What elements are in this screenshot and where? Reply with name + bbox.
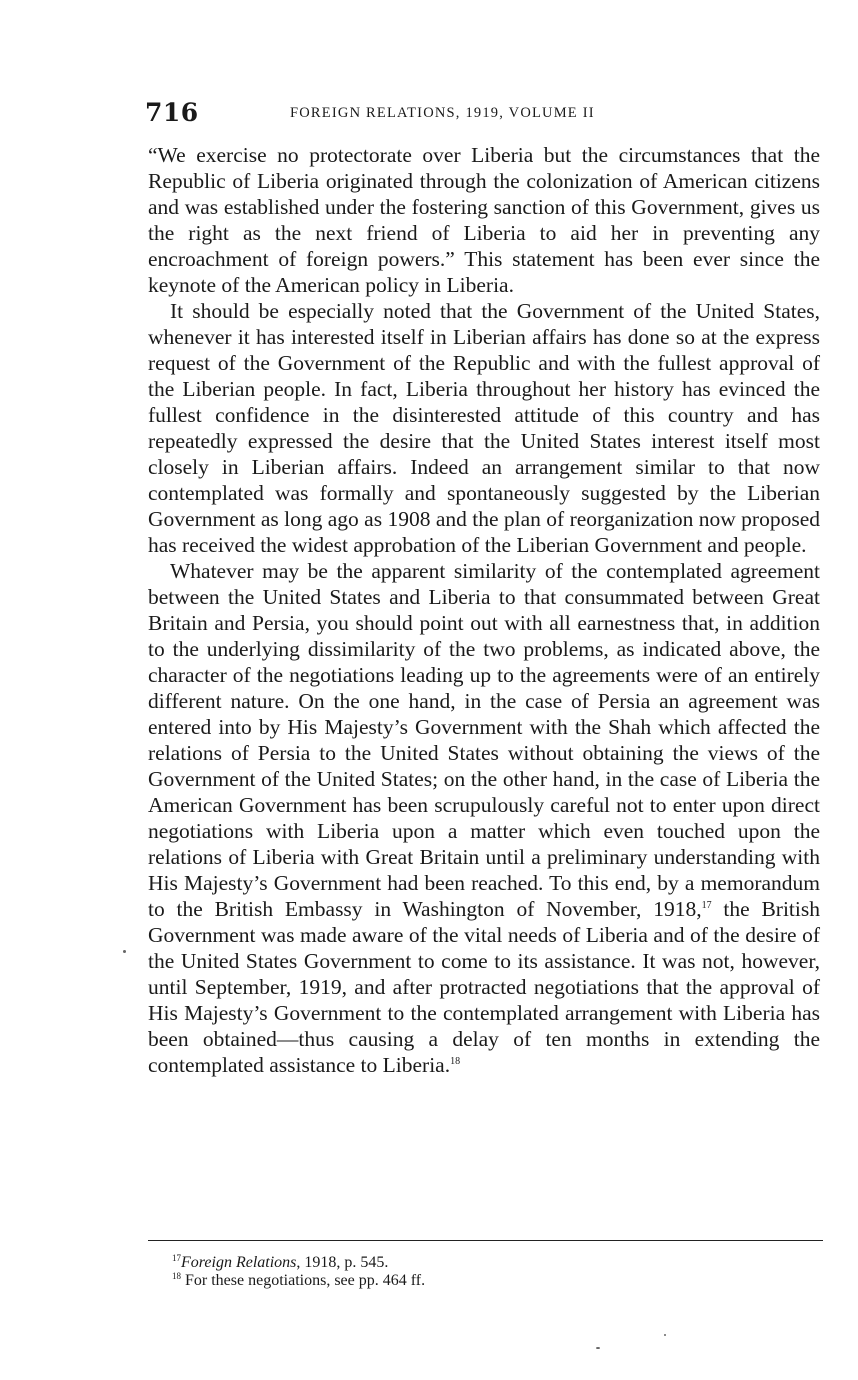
paragraph-persia-comparison: [148, 558, 820, 1078]
footnotes: [172, 1254, 812, 1290]
footnote-number: 17: [172, 1253, 181, 1263]
footnote-ref-17[interactable]: 17: [701, 900, 712, 911]
running-head: FOREIGN RELATIONS, 1919, VOLUME II: [290, 105, 595, 121]
paragraph-text-part-1: Whatever may be the apparent similarity of the contemplated agreement between the United States and Liberia to that consummated between Great Britain and Persia, you should point out with all earnestness that, in addition to the underlying dissimilarity of the two problems, as indicated above, the character of the negotiations leading up to the agreements were of an entirely different nature. On the one hand, in the case of Persia an agreement was entered into by His Majesty’s Government with the Shah which affected the relations of Persia to the United States without obtaining the views of the Government of the United States; on the other hand, in the case of Liberia the American Government has been scrupulously careful not to enter upon direct negotiations with Liberia upon a matter which even touched upon the relations of Liberia with Great Britain until a preliminary understanding with His Majesty’s Government had been reached. To this end, by a memorandum to the British Embassy in Washington of November, 1918,: [148, 559, 820, 921]
footnote-number: 18: [172, 1271, 181, 1281]
page-number: 716: [145, 98, 199, 127]
scan-speck: [596, 1347, 600, 1349]
paragraph-us-role: It should be especially noted that the Government of the United States, whenever it has interested itself in Liberian affairs has done so at the express request of the Government of the Republic and with the fullest approval of the Liberian people. In fact, Liberia throughout her history has evinced the fullest confidence in the disinterested attitude of this country and has repeatedly expressed the desire that the United States interest itself most closely in Liberian affairs. Indeed an arrangement similar to that now contemplated was formally and spontaneously suggested by the Liberian Government as long ago as 1908 and the plan of reorganization now proposed has received the widest approbation of the Liberian Government and people.: [148, 299, 820, 557]
paragraph-text-part-2: the British Government was made aware of the vital needs of Liberia and of the desire of the United States Government to come to its assistance. It was not, however, until September, 1919, and after protracted negotiations that the approval of His Majesty’s Government to the contemplated arrangement with Liberia has been obtained—thus causing a delay of ten months in extending the contemplated assistance to Liberia.: [148, 897, 820, 1077]
body-text: [148, 142, 820, 1078]
footnote-ref-18[interactable]: 18: [450, 1056, 461, 1067]
paragraph-quote: “We exercise no protectorate over Liberia but the circumstances that the Republic of Liberia originated through the colonization of American citizens and was established under the fostering sanction of this Government, gives us the right as the next friend of Liberia to aid her in preventing any encroachment of foreign powers.” This statement has been ever since the keynote of the American policy in Liberia.: [148, 143, 820, 297]
scan-speck: [123, 950, 126, 953]
footnote-source-title: Foreign Relations: [181, 1254, 297, 1271]
footnote-divider: [148, 1240, 823, 1241]
footnote-18: [172, 1272, 812, 1290]
footnote-text: , 1918, p. 545.: [296, 1254, 389, 1271]
footnote-text: For these negotiations, see pp. 464 ff.: [185, 1272, 426, 1289]
page-header: [145, 98, 675, 132]
scan-speck: [664, 1334, 666, 1336]
footnote-17: [172, 1254, 812, 1272]
